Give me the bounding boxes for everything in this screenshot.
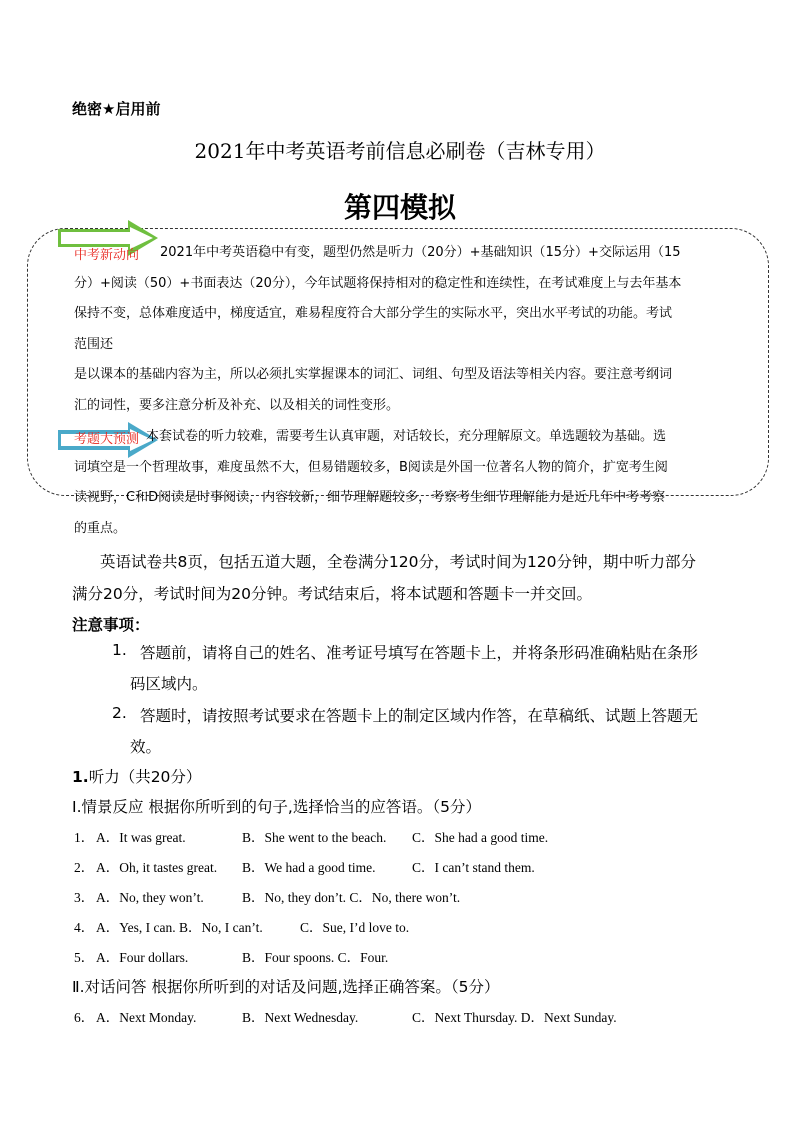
part-1-heading: Ⅰ.情景反应 根据你所听到的句子,选择恰当的应答语。（5分） [72,798,481,816]
trend-line: 汇的词性，要多注意分析及补充、以及相关的词性变形。 [74,397,400,413]
trend-line: 保持不变，总体难度适中，梯度适宜，难易程度符合大部分学生的实际水平，突出水平考试的功能。考试 [74,306,673,321]
option-a: A．Next Monday. [96,1010,197,1025]
intro-line-2: 满分20分，考试时间为20分钟。考试结束后，将本试题和答题卡一并交回。 [72,585,592,603]
question-number: 6． [74,1010,95,1025]
notice-item-1-text: 答题前，请将自己的姓名、准考证号填写在答题卡上，并将条形码准确粘贴在条形 [140,644,699,662]
trend-paragraph [74,238,734,421]
option-a: A．Four dollars. [96,950,189,965]
notice-item-2-text-cont: 效。 [130,738,162,756]
notice-item-2-number: 2. [112,704,127,722]
option-c-d: C．Next Thursday. D．Next Sunday. [412,1010,617,1025]
forecast-paragraph [74,422,734,544]
confidential-label: 绝密★启用前 [72,100,161,118]
notice-heading: 注意事项： [72,616,150,634]
option-b-c: B．No, they don’t. C．No, there won’t. [242,890,461,905]
option-a: A．Oh, it tastes great. [96,860,218,875]
trend-line: 范围还 [74,336,114,352]
option-c: C．Sue, I’d love to. [300,920,410,935]
option-b: B．Next Wednesday. [242,1010,359,1025]
option-a: A．No, they won’t. [96,890,204,905]
forecast-tag-label: 考题大预测 [74,432,140,447]
option-b-c: B．Four spoons. C．Four. [242,950,389,965]
trend-line: 2021年中考英语稳中有变，题型仍然是听力（20分）+基础知识（15分）+交际运用（15 [160,245,681,260]
forecast-line: 本套试卷的听力较难，需要考生认真审题，对话较长，充分理解原文。单选题较为基础。选 [146,429,667,444]
trend-line: 分）+阅读（50）+书面表达（20分），今年试题将保持相对的稳定性和连续性，在考试难度上与去年基本 [74,275,682,291]
option-a-b: A．Yes, I can. B．No, I can’t. [96,920,263,935]
listening-heading [72,765,201,787]
option-c: C．She had a good time. [412,830,549,845]
listening-heading-text: 听力（共20分） [88,768,202,786]
question-number: 2． [74,860,95,875]
option-c: C．I can’t stand them. [412,860,535,875]
question-number: 1． [74,830,95,845]
question-number: 5． [74,950,95,965]
exam-title: 2021年中考英语考前信息必刷卷（吉林专用） [194,139,606,163]
forecast-line: 词填空是一个哲理故事，难度虽然不大，但易错题较多，B阅读是外国一位著名人物的简介，扩宽考生阅 [74,459,668,475]
notice-item-1-number: 1. [112,641,127,659]
question-number: 4． [74,920,95,935]
forecast-line: 读视野，C和D阅读是时事阅读，内容较新，细节理解题较多，考察考生细节理解能力是近几年中考考察 [74,490,666,505]
notice-item-1-text-cont: 码区域内。 [130,675,208,693]
option-b: B．We had a good time. [242,860,376,875]
forecast-line: 的重点。 [74,520,127,536]
option-a: A．It was great. [96,830,186,845]
part-2-heading: Ⅱ.对话问答 根据你所听到的对话及问题,选择正确答案。（5分） [72,978,500,996]
exam-subtitle: 第四模拟 [343,191,456,224]
intro-line-1: 英语试卷共8页，包括五道大题，全卷满分120分，考试时间为120分钟，期中听力部分 [100,553,697,571]
question-number: 3． [74,890,95,905]
listening-heading-number: 1. [72,768,89,786]
trend-line: 是以课本的基础内容为主，所以必须扎实掌握课本的词汇、词组、句型及语法等相关内容。要注意考纲词 [74,367,673,382]
option-b: B．She went to the beach. [242,830,387,845]
notice-item-2-text: 答题时，请按照考试要求在答题卡上的制定区域内作答，在草稿纸、试题上答题无 [140,707,699,725]
trend-tag-label: 中考新动向 [74,248,140,263]
